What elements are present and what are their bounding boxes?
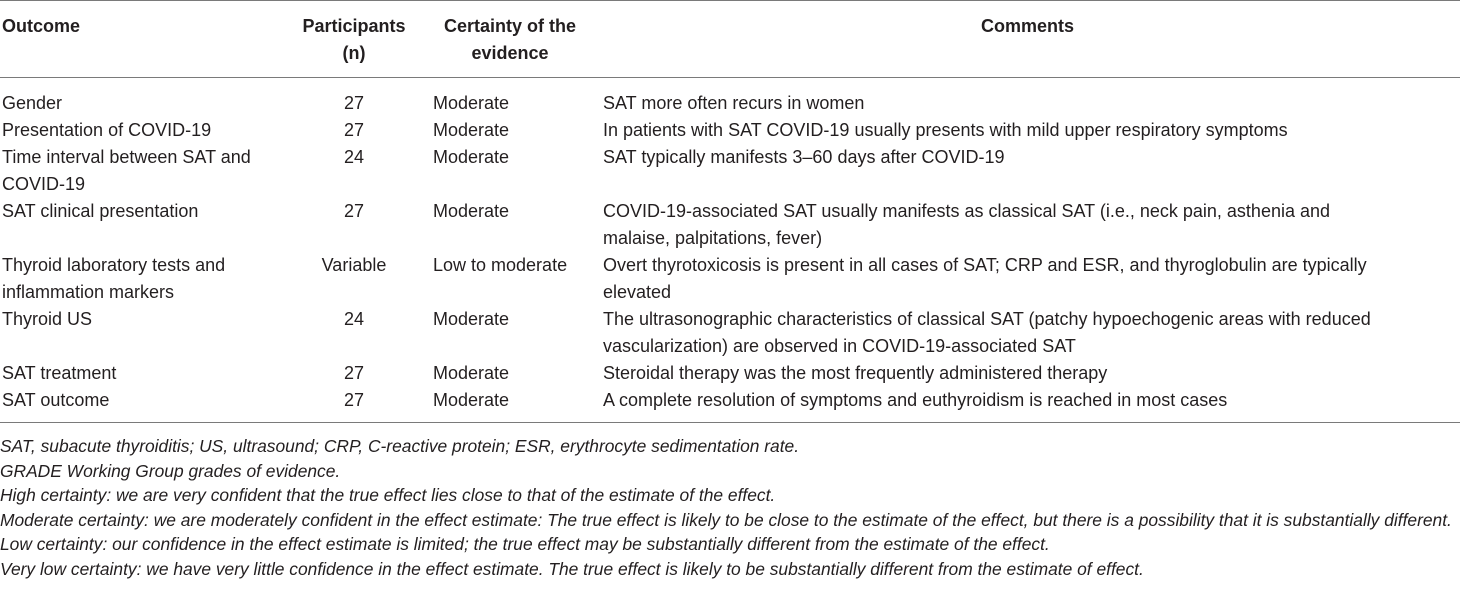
header-certainty-line2: evidence <box>471 43 549 63</box>
cell-outcome <box>0 387 283 423</box>
comments-text-line1: Overt thyrotoxicosis is present in all cases of SAT; CRP and ESR, and thyroglobulin are typically <box>603 255 1367 275</box>
table-header-row <box>0 1 1460 78</box>
table-row <box>0 306 1460 360</box>
cell-participants <box>283 117 425 144</box>
cell-certainty <box>425 306 595 360</box>
footnote-high-certainty: High certainty: we are very confident that the true effect lies close to that of the estimate of the effect. <box>0 485 776 505</box>
cell-comments <box>595 117 1460 144</box>
cell-outcome <box>0 144 283 198</box>
cell-participants <box>283 144 425 198</box>
table-row <box>0 252 1460 306</box>
table-footnotes <box>0 434 1460 581</box>
comments-text-line2: vascularization) are observed in COVID-19-associated SAT <box>603 336 1076 356</box>
cell-comments <box>595 360 1460 387</box>
cell-certainty <box>425 117 595 144</box>
cell-participants <box>283 360 425 387</box>
cell-certainty <box>425 360 595 387</box>
cell-comments <box>595 144 1460 198</box>
comments-text-line1: The ultrasonographic characteristics of classical SAT (patchy hypoechogenic areas with reduced <box>603 309 1371 329</box>
certainty-text: Moderate <box>433 147 510 167</box>
outcome-text: SAT outcome <box>2 390 110 410</box>
footnote-moderate-certainty: Moderate certainty: we are moderately confident in the effect estimate: The true effect is likely to be close to the estimate of the effect, but there is a possibility that it is substantially different. <box>0 509 1452 530</box>
footnote-low-certainty: Low certainty: our confidence in the effect estimate is limited; the true effect may be substantially different from the estimate of the effect. <box>0 534 1050 554</box>
header-comments <box>595 1 1460 78</box>
cell-certainty <box>425 198 595 252</box>
comments-text: SAT more often recurs in women <box>603 93 865 113</box>
certainty-text: Moderate <box>433 390 510 410</box>
header-comments-label: Comments <box>980 16 1074 36</box>
table-row <box>0 360 1460 387</box>
outcome-text: Presentation of COVID-19 <box>2 120 212 140</box>
cell-participants <box>283 78 425 118</box>
table-row <box>0 78 1460 118</box>
cell-certainty <box>425 252 595 306</box>
table-row <box>0 198 1460 252</box>
outcome-text-line1: Time interval between SAT and <box>2 147 251 167</box>
cell-certainty <box>425 387 595 423</box>
cell-outcome <box>0 117 283 144</box>
comments-text: A complete resolution of symptoms and euthyroidism is reached in most cases <box>603 390 1228 410</box>
footnote-abbreviations: SAT, subacute thyroiditis; US, ultrasound; CRP, C-reactive protein; ESR, erythrocyte sedimentation rate. <box>0 436 800 456</box>
participants-text: 27 <box>343 390 365 410</box>
header-participants <box>283 1 425 78</box>
cell-outcome <box>0 78 283 118</box>
header-participants-line1: Participants <box>302 16 406 36</box>
comments-text-line1: COVID-19-associated SAT usually manifests as classical SAT (i.e., neck pain, asthenia and <box>603 201 1331 221</box>
table-row <box>0 117 1460 144</box>
cell-comments <box>595 198 1460 252</box>
outcome-text-line2: inflammation markers <box>2 282 175 302</box>
cell-participants <box>283 306 425 360</box>
comments-text: Steroidal therapy was the most frequently administered therapy <box>603 363 1108 383</box>
cell-outcome <box>0 252 283 306</box>
cell-comments <box>595 306 1460 360</box>
outcome-text: SAT treatment <box>2 363 117 383</box>
header-participants-line2: (n) <box>342 43 366 63</box>
participants-text: 27 <box>343 93 365 113</box>
certainty-text: Moderate <box>433 93 510 113</box>
participants-text: 27 <box>343 120 365 140</box>
header-outcome-label: Outcome <box>2 16 81 36</box>
comments-text-line2: malaise, palpitations, fever) <box>603 228 823 248</box>
table-row <box>0 387 1460 423</box>
participants-text: Variable <box>321 255 387 275</box>
table-row <box>0 144 1460 198</box>
cell-participants <box>283 252 425 306</box>
cell-outcome <box>0 306 283 360</box>
outcome-text-line2: COVID-19 <box>2 174 86 194</box>
outcome-text: Gender <box>2 93 63 113</box>
cell-comments <box>595 387 1460 423</box>
comments-text: In patients with SAT COVID-19 usually presents with mild upper respiratory symptoms <box>603 120 1288 140</box>
header-certainty <box>425 1 595 78</box>
participants-text: 24 <box>343 147 365 167</box>
cell-outcome <box>0 360 283 387</box>
comments-text-line2: elevated <box>603 282 672 302</box>
comments-text: SAT typically manifests 3–60 days after COVID-19 <box>603 147 1005 167</box>
cell-certainty <box>425 144 595 198</box>
certainty-text: Moderate <box>433 201 510 221</box>
certainty-text: Moderate <box>433 309 510 329</box>
footnote-very-low-certainty: Very low certainty: we have very little confidence in the effect estimate. The true effect is likely to be substantially different from the estimate of effect. <box>0 558 1144 579</box>
cell-comments <box>595 78 1460 118</box>
header-outcome <box>0 1 283 78</box>
header-certainty-line1: Certainty of the <box>443 16 576 36</box>
participants-text: 27 <box>343 363 365 383</box>
certainty-text: Moderate <box>433 120 510 140</box>
participants-text: 24 <box>343 309 365 329</box>
cell-certainty <box>425 78 595 118</box>
outcome-text: Thyroid US <box>2 309 93 329</box>
certainty-text: Moderate <box>433 363 510 383</box>
outcome-text: SAT clinical presentation <box>2 201 199 221</box>
cell-outcome <box>0 198 283 252</box>
participants-text: 27 <box>343 201 365 221</box>
certainty-text: Low to moderate <box>433 255 568 275</box>
cell-participants <box>283 387 425 423</box>
outcome-text-line1: Thyroid laboratory tests and <box>2 255 226 275</box>
cell-comments <box>595 252 1460 306</box>
cell-participants <box>283 198 425 252</box>
footnote-grade-title: GRADE Working Group grades of evidence. <box>0 460 341 481</box>
